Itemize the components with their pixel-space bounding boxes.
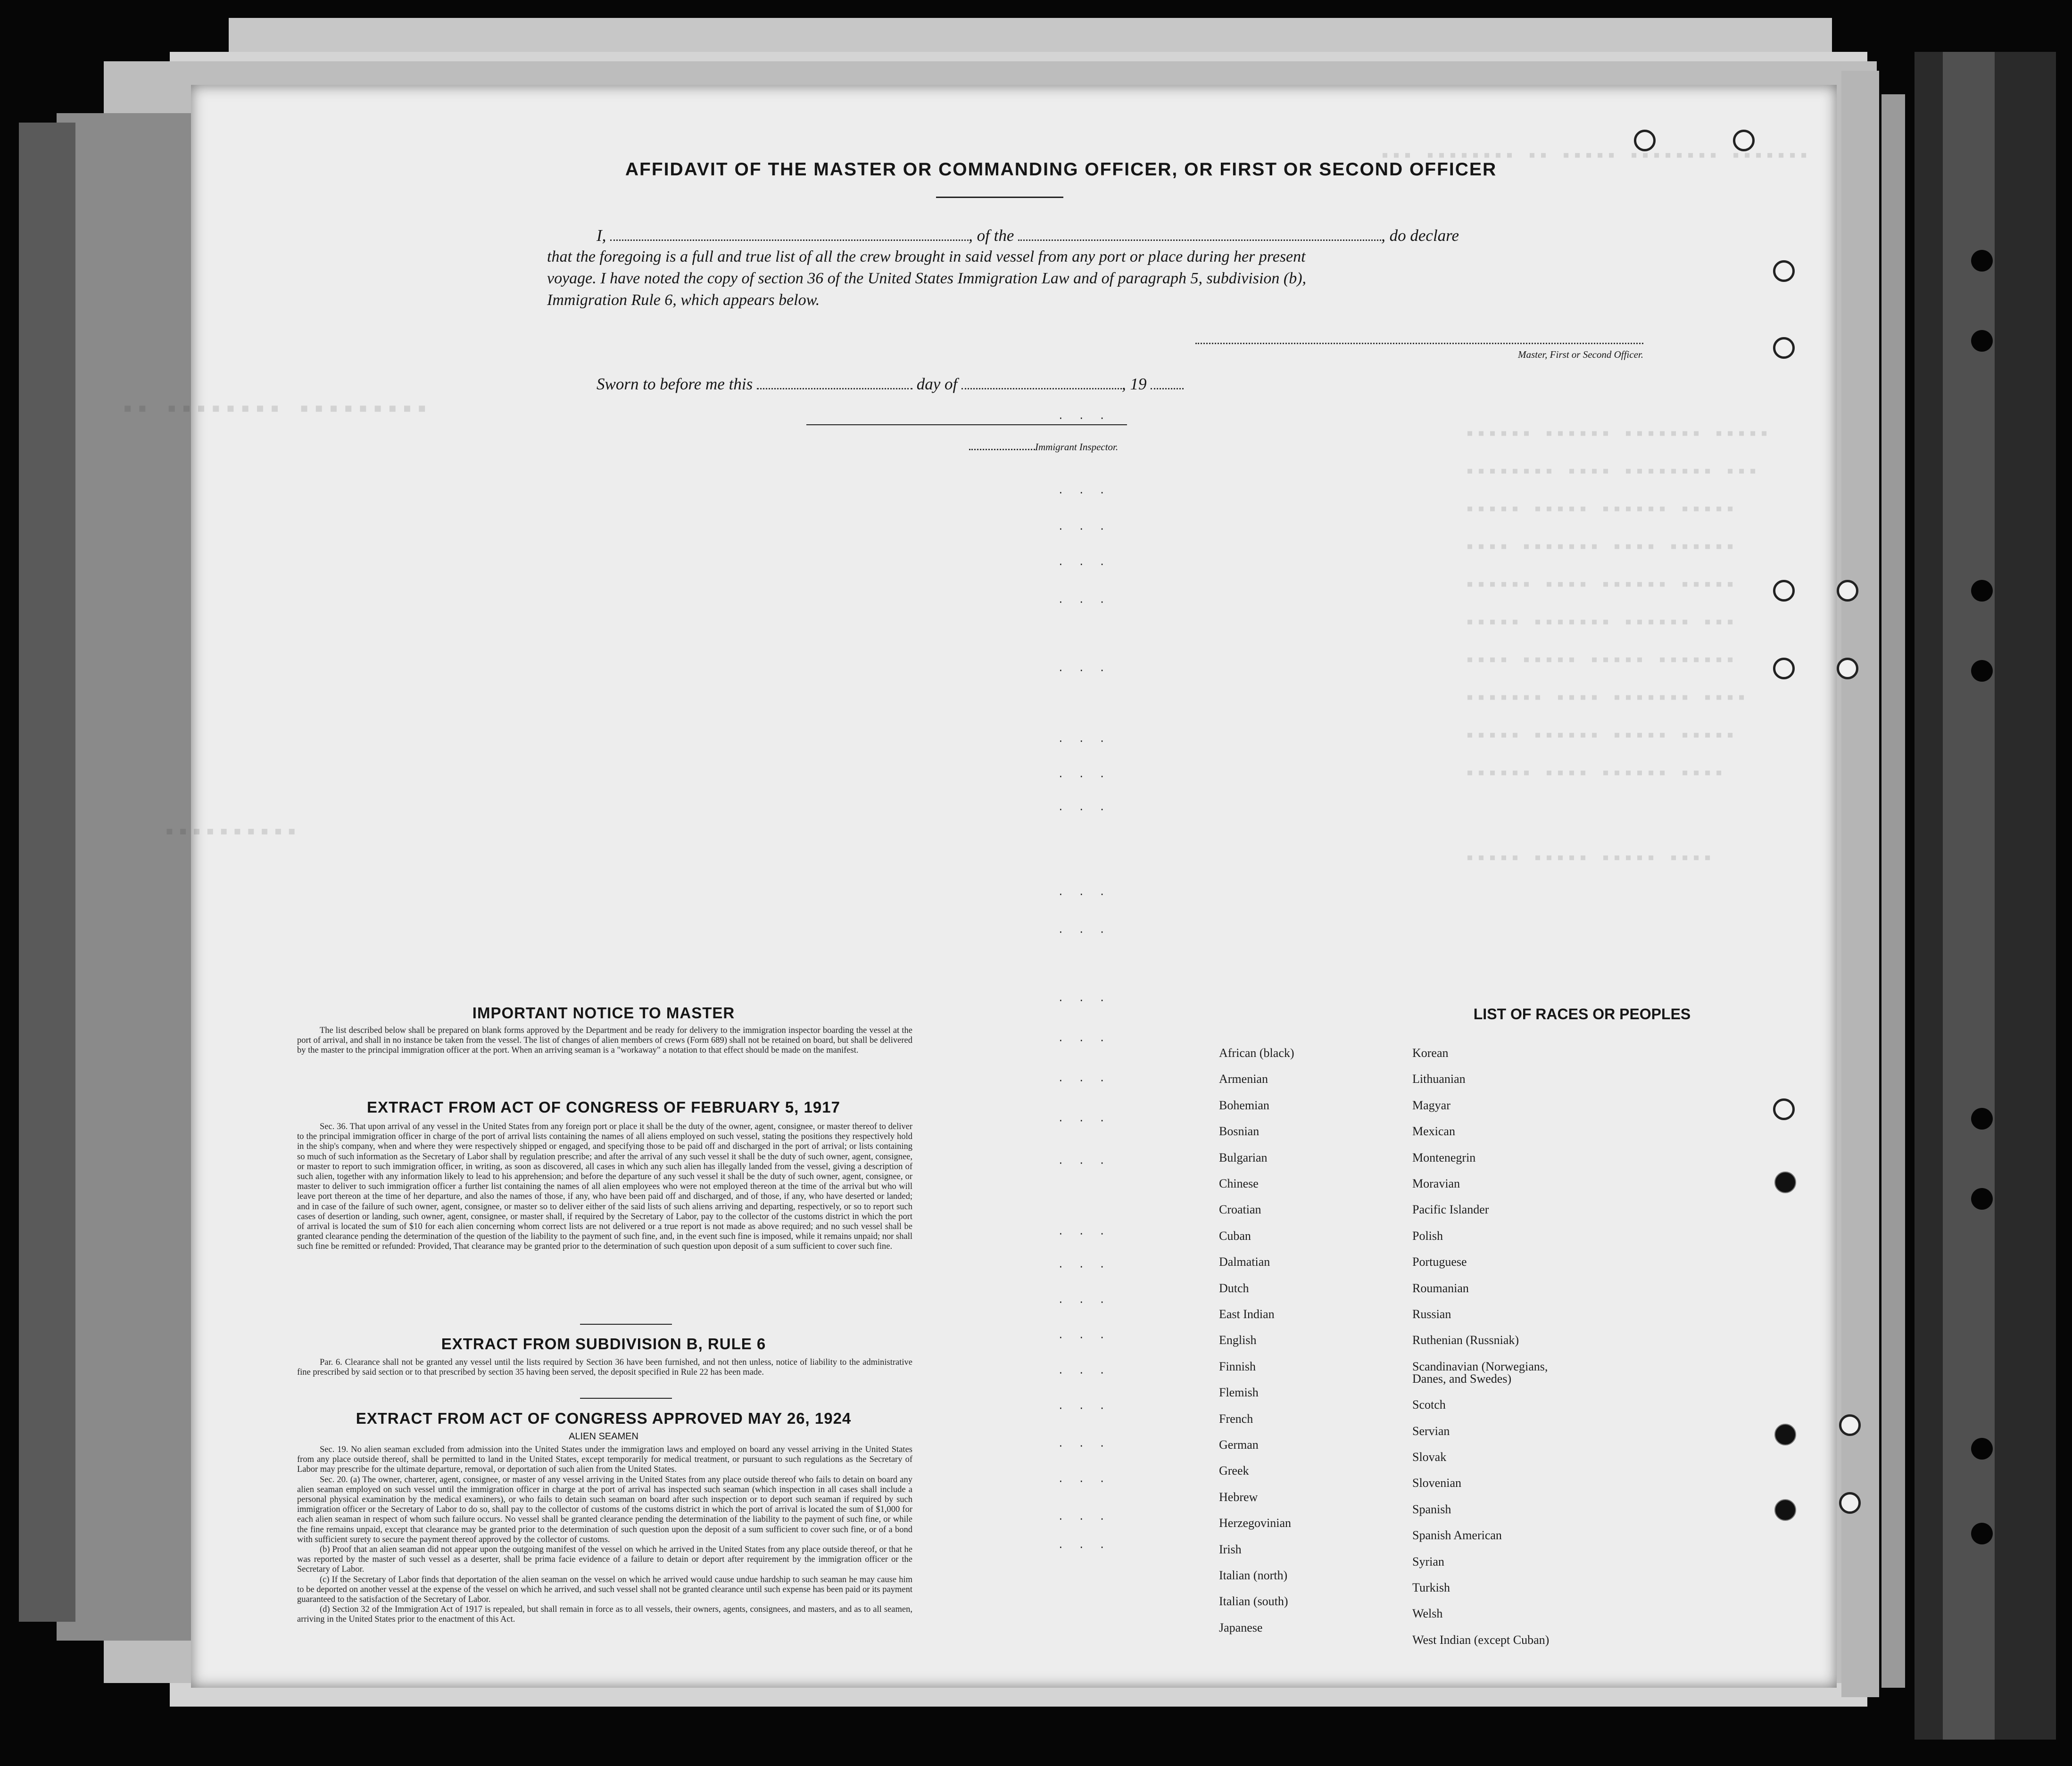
perforation-dots: · · · [1059,556,1111,570]
race-item: Chinese [1219,1177,1259,1190]
punch-hole [1773,337,1795,359]
perforation-dots: · · · [1059,1539,1111,1553]
punch-hole [1773,658,1795,679]
perforation-dots: · · · [1059,1226,1111,1240]
inspector-label-text: Immigrant Inspector. [1035,441,1119,453]
affidavit-declare: , do declare [1381,226,1459,245]
perforation-dots: · · · [1059,768,1111,783]
race-item: Servian [1412,1424,1450,1438]
background-sheet [19,123,75,1622]
divider [580,1324,672,1325]
binder-hole [1971,1438,1993,1460]
race-item: Bosnian [1219,1124,1260,1139]
punch-hole [1733,130,1755,151]
binder-hole [1971,1188,1993,1210]
race-item: Russian [1412,1307,1451,1321]
notice-text [297,1026,912,1056]
punch-hole [1774,1172,1796,1193]
extract-rule6-paragraph: Par. 6. Clearance shall not be granted any vessel until the lists required by Section 36 have been furnished, and not then unless, notice of liability to the administrative fine prescribed by said section or to that prescribed by section 35 having been served, the deposit specified in Rule 22 has been made. [297,1358,912,1378]
sheet-edge [1841,71,1879,1697]
sworn-month-field[interactable] [961,388,1122,389]
race-item: Herzegovinian [1219,1516,1292,1530]
perforation-dots: · · · [1059,594,1111,608]
master-signature-line[interactable] [1195,342,1643,344]
race-item: Korean [1412,1046,1449,1060]
race-item: Ruthenian (Russniak) [1412,1333,1519,1347]
race-item: Syrian [1412,1554,1444,1568]
perforation-dots: · · · [1059,1073,1111,1087]
binder-hole [1971,330,1993,352]
divider [580,1398,672,1399]
perforation-dots: · · · [1059,485,1111,499]
master-signature-label: Master, First or Second Officer. [1518,349,1643,360]
race-item: Montenegrin [1412,1150,1476,1164]
sworn-day-field[interactable] [757,388,912,389]
bleed-through: ▪▪▪ ▪▪▪▪▪▪▪▪ ▪▪ ▪▪▪▪▪ ▪▪▪▪▪▪▪▪ ▪▪▪▪▪▪▪ ▪▪ ▪▪▪▪▪▪▪▪ ▪▪▪▪▪▪▪▪▪ ▪▪▪▪▪▪ ▪▪▪▪▪▪ ▪▪▪▪▪▪▪ ▪▪▪▪▪ ▪▪▪▪▪▪▪▪ ▪▪▪▪ ▪▪▪▪▪▪▪▪ ▪▪▪ ▪▪▪▪▪ ▪▪▪▪▪ ▪▪▪▪▪▪ ▪▪▪▪▪ ▪▪▪▪ ▪▪▪▪▪▪▪ ▪▪▪▪ ▪▪▪▪▪▪ ▪▪▪▪▪▪ ▪▪▪▪ ▪▪▪▪▪▪ ▪▪▪▪▪ ▪▪▪▪▪ ▪▪▪▪▪▪▪ ▪▪▪▪▪▪ ▪▪▪ ▪▪▪▪ ▪▪▪▪▪ ▪▪▪▪▪ ▪▪▪▪▪▪▪ ▪▪▪▪▪▪▪ ▪▪▪▪ ▪▪▪▪▪▪▪ ▪▪▪▪ ▪▪▪▪▪ ▪▪▪▪▪▪ ▪▪▪▪▪ ▪▪▪▪▪ ▪▪▪▪▪▪ ▪▪▪▪ ▪▪▪▪▪▪ ▪▪▪▪ ▪▪▪▪▪▪▪▪▪▪ ▪▪▪▪▪ ▪▪▪▪▪ ▪▪▪▪▪ ▪▪▪▪ [120,146,1810,870]
punch-hole [1773,580,1795,602]
punch-hole [1837,658,1858,679]
race-item: Moravian [1412,1177,1460,1190]
race-item: Bulgarian [1219,1150,1268,1164]
extract-1924-paragraph: (b) Proof that an alien seaman did not appear upon the outgoing manifest of the vessel on which he arrived in the United States from any place outside thereof, or that he was reported by the master of such vessel as a deserter, shall be prima facie evidence of a failure to detain or deport after requirement by the immigration officer or the Secretary of Labor. [297,1545,912,1575]
punch-hole [1773,260,1795,282]
punch-hole [1774,1424,1796,1445]
extract-1924-paragraph: (d) Section 32 of the Immigration Act of 1917 is repealed, but shall remain in force as to all vessels, their owners, agents, consignees, and masters, and as to all seamen, arriving in the United States prior to the enactment of this Act. [297,1605,912,1625]
extract-1924-title: EXTRACT FROM ACT OF CONGRESS APPROVED MAY 26, 1924 [356,1410,852,1427]
inspector-dots [969,449,1035,450]
race-item: Spanish [1412,1502,1451,1516]
perforation-dots: · · · [1059,1113,1111,1127]
affidavit-title: AFFIDAVIT OF THE MASTER OR COMMANDING OFFICER, OR FIRST OR SECOND OFFICER [625,159,1497,180]
race-item: English [1219,1333,1257,1347]
binder-rail [1943,52,1995,1740]
race-item: Polish [1412,1229,1443,1243]
race-item: French [1219,1411,1253,1426]
binder-hole [1971,660,1993,682]
vessel-field[interactable] [1018,239,1381,241]
perforation-dots: · · · [1059,886,1111,900]
race-item: Cuban [1219,1229,1251,1243]
perforation-dots: · · · [1059,924,1111,938]
extract-1917-paragraph: Sec. 36. That upon arrival of any vessel in the United States from any foreign port or place it shall be the duty of the owner, agent, consignee, or master thereof to deliver to the principal immigration officer in charge of the port of arrival lists containing the names of all aliens employed on such vessel, stating the positions they respectively hold in the ship's company, when and where they were respectively shipped or engaged, and specifying those to be paid off and discharged in the port of arrival; or lists containing so much of such information as the Secretary of Labor shall by regulation prescribe; and after the arrival of any such vessel it shall be the duty of such owner, agent, consignee, or master to report to such immigration officer, in writing, as soon as discovered, all cases in which any such alien has illegally landed from the vessel, giving a description of such alien, together with any information likely to lead to his apprehension; and before the departure of any such vessel it shall be the duty of such owner, agent, consignee, or master to deliver to such immigration officer a further list containing the names of all alien employees who were not employed thereon at the time of the arrival but who will leave port thereon at the time of her departure, and also the names of those, if any, who have been paid off and discharged, and of those, if any, who have deserted or landed; and in case of the failure of such owner, agent, consignee, or master so to deliver either of the said lists of such aliens arriving and departing, respectively, or so to report such cases of desertion or landing, such owner, agent, consignee, or master shall, if required by the Secretary of Labor, pay to the collector of the customs district in which the port of arrival is located the sum of $10 for each alien concerning whom correct lists are not delivered or a true report is not made as above required; and no such vessel shall be granted clearance pending the determination of the question of the liability to the payment of such fine, and, in the event such fine is imposed, while it remains unpaid; nor shall such fine be remitted or refunded: Provided, That clearance may be granted prior to the determination of such question upon deposit of a sum sufficient to cover such fine. [297,1122,912,1252]
race-item: Pacific Islander [1412,1203,1489,1217]
affidavit-of-the: , of the [969,226,1014,245]
race-item: African (black) [1219,1046,1294,1060]
binder-hole [1971,580,1993,602]
punch-hole [1634,130,1656,151]
punch-hole [1837,580,1858,602]
sworn-line [597,375,1445,394]
race-item: Flemish [1219,1386,1259,1400]
year-prefix: , 19 [1121,375,1147,393]
perforation-dots: · · · [1059,992,1111,1007]
race-item: Slovenian [1412,1476,1461,1490]
affidavit-line-4: Immigration Rule 6, which appears below. [547,291,820,309]
background-sheet [57,113,207,1641]
race-item: West Indian (except Cuban) [1412,1633,1550,1647]
race-item: Portuguese [1412,1255,1467,1269]
race-item: German [1219,1438,1259,1452]
race-item: Hebrew [1219,1490,1258,1504]
sworn-text: Sworn to before me this [597,375,753,393]
race-item: Danes, and Swedes) [1412,1371,1512,1386]
race-item: Scotch [1412,1398,1446,1412]
punch-hole [1839,1414,1861,1436]
extract-1917-text [297,1122,912,1252]
race-item: Greek [1219,1464,1249,1478]
race-item: Italian (north) [1219,1568,1288,1582]
extract-1924-text [297,1445,912,1625]
race-item: Dutch [1219,1281,1249,1295]
binder-hole [1971,250,1993,272]
race-item: Japanese [1219,1620,1263,1634]
race-item: Welsh [1412,1607,1443,1621]
binder-strip [1915,52,2056,1740]
perforation-dots: · · · [1059,1400,1111,1414]
race-item: East Indian [1219,1307,1275,1321]
race-item: Scandinavian (Norwegians, [1412,1359,1548,1373]
race-item: Bohemian [1219,1098,1269,1112]
race-item: Turkish [1412,1581,1450,1594]
name-field[interactable] [610,239,969,241]
perforation-dots: · · · [1059,1032,1111,1047]
race-item: Lithuanian [1412,1072,1466,1086]
sworn-year-field[interactable] [1151,388,1184,389]
sheet-edge [1881,94,1905,1688]
perforation-dots: · · · [1059,1438,1111,1452]
day-of-text: day of [916,375,958,393]
perforation-dots: · · · [1059,1365,1111,1379]
form-page [120,85,1837,1688]
perforation-dots: · · · [1059,1259,1111,1273]
perforation-dots: · · · [1059,410,1111,424]
perforation-dots: · · · [1059,1329,1111,1344]
race-item: Roumanian [1412,1281,1469,1295]
extract-1917-title: EXTRACT FROM ACT OF CONGRESS OF FEBRUARY 5, 1917 [367,1098,840,1116]
punch-hole [1774,1499,1796,1521]
race-item: Slovak [1412,1450,1447,1464]
perforation-dots: · · · [1059,521,1111,535]
extract-1924-paragraph: (c) If the Secretary of Labor finds that deportation of the alien seaman on the vessel on which he arrived would cause undue hardship to such seaman he may cause him to be deported on another vessel at the expense of the vessel on which he arrived, and such vessel shall not be granted clearance until such expense has been paid or its payment guaranteed to the satisfaction of the Secretary of Labor. [297,1575,912,1605]
affidavit-line-1 [597,226,1643,245]
extract-rule6-title: EXTRACT FROM SUBDIVISION B, RULE 6 [441,1335,766,1353]
perforation-dots: · · · [1059,801,1111,816]
perforation-dots: · · · [1059,1294,1111,1308]
race-item: Mexican [1412,1124,1455,1139]
binder-hole [1971,1108,1993,1130]
race-item: Irish [1219,1542,1242,1556]
perforation-dots: · · · [1059,1473,1111,1487]
perforation-dots: · · · [1059,1155,1111,1169]
race-item: Croatian [1219,1203,1261,1217]
race-item: Italian (south) [1219,1594,1288,1609]
punch-hole [1773,1098,1795,1120]
notice-title: IMPORTANT NOTICE TO MASTER [472,1004,735,1022]
extract-1924-paragraph: Sec. 20. (a) The owner, charterer, agent, consignee, or master of any vessel arriving in the United States from any place outside thereof who fails to detain on board any alien seaman employed on such vessel until the immigration officer in charge at the port of arrival has inspected such seaman (which inspection in all cases shall include a personal physical examination by the medical examiners), or who fails to detain such seaman on board after such inspection or to deport such seaman if required by such immigration officer or the Secretary of Labor to do so, shall pay to the collector of customs of the customs district in which the port of arrival is located the sum of $1,000 for each alien seaman in respect of whom such failure occurs. No vessel shall be granted clearance pending the determination of the liability to the payment of such fine, or while the fine remains unpaid, except that clearance may be granted prior to the determination of such question upon the deposit of a sum sufficient to cover such fine, or of a bond with sufficient surety to secure the payment thereof approved by the collector of customs. [297,1475,912,1544]
inspector-label [969,441,1118,453]
extract-rule6-text [297,1358,912,1378]
affidavit-i: I, [597,226,606,245]
races-title: LIST OF RACES OR PEOPLES [1473,1006,1691,1023]
perforation-dots: · · · [1059,662,1111,677]
binder-hole [1971,1523,1993,1544]
extract-1924-paragraph: Sec. 19. No alien seaman excluded from admission into the United States under the immigration laws and employed on board any vessel arriving in the United States from any place outside thereof, shall be permitted to land in the United States, except temporarily for medical treatment, or pursuant to such regulations as the Secretary of Labor may prescribe for the ultimate departure, removal, or deportation of such alien from the United States. [297,1445,912,1475]
title-divider [936,197,1063,198]
perforation-dots: · · · [1059,733,1111,747]
race-item: Dalmatian [1219,1255,1270,1269]
notice-paragraph: The list described below shall be prepared on blank forms approved by the Department and be ready for delivery to the immigration inspector boarding the vessel at the port of arrival, and shall in no instance be taken from the vessel. The list of changes of alien members of crews (Form 689) shall not be retained on board, but shall be delivered by the master to the principal immigration officer at the port. When an arriving seaman is a "workaway" a notation to that effect should be made on the manifest. [297,1026,912,1056]
affidavit-line-2: that the foregoing is a full and true list of all the crew brought in said vessel from any port or place during her present [547,248,1306,265]
perforation-dots: · · · [1059,1511,1111,1525]
affidavit-line-3: voyage. I have noted the copy of section 36 of the United States Immigration Law and of paragraph 5, subdivision (b), [547,270,1307,287]
alien-seamen-subtitle: ALIEN SEAMEN [569,1431,638,1442]
punch-hole [1839,1492,1861,1514]
race-item: Armenian [1219,1072,1268,1086]
race-item: Magyar [1412,1098,1450,1112]
race-item: Spanish American [1412,1528,1502,1543]
race-item: Finnish [1219,1359,1256,1373]
